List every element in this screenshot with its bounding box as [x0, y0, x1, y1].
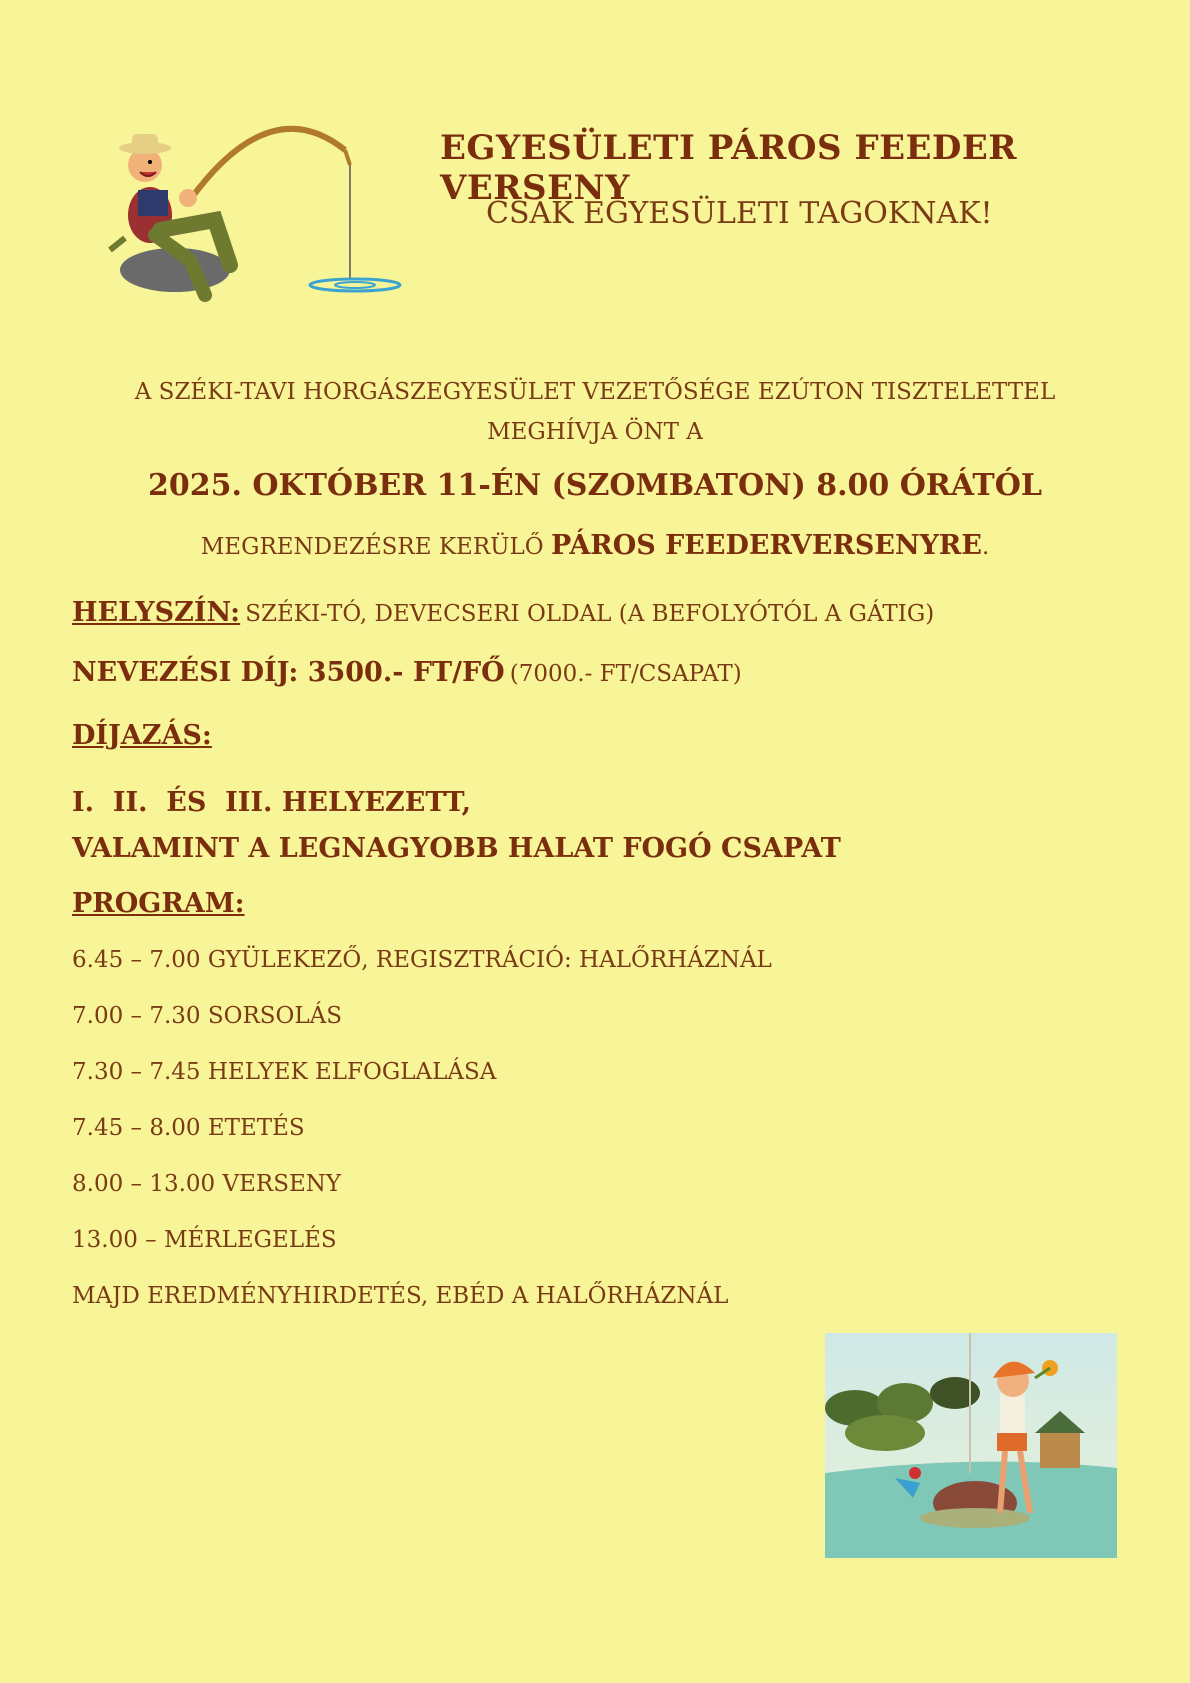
location-value: SZÉKI-TÓ, DEVECSERI OLDAL (A BEFOLYÓTÓL A GÁTIG) — [245, 601, 935, 627]
page-subtitle: CSAK EGYESÜLETI TAGOKNAK! — [486, 196, 993, 231]
invitation-line-2: MEGHÍVJA ÖNT A — [487, 419, 703, 445]
fee-extra: (7000.- FT/CSAPAT) — [509, 661, 742, 687]
program-item: 8.00 – 13.00 VERSENY — [72, 1171, 342, 1197]
event-suffix: . — [981, 534, 990, 560]
event-name: PÁROS FEEDERVERSENYRE — [550, 530, 982, 561]
prizes-line-2: VALAMINT A LEGNAGYOBB HALAT FOGÓ CSAPAT — [72, 833, 841, 864]
page-title: EGYESÜLETI PÁROS FEEDER VERSENY — [440, 128, 1018, 208]
program-item: 7.30 – 7.45 HELYEK ELFOGLALÁSA — [72, 1059, 497, 1085]
invitation-text — [80, 372, 1110, 452]
prizes-line-1: I. II. ÉS III. HELYEZETT, — [72, 787, 472, 818]
program-item: 6.45 – 7.00 GYÜLEKEZŐ, REGISZTRÁCIÓ: HALŐRHÁZNÁL — [72, 947, 772, 973]
program-item: 7.00 – 7.30 SORSOLÁS — [72, 1003, 343, 1029]
cartoon-scene-icon — [825, 1333, 1117, 1558]
program-heading: PROGRAM: — [72, 888, 245, 919]
program-item: MAJD EREDMÉNYHIRDETÉS, EBÉD A HALŐRHÁZNÁL — [72, 1283, 729, 1309]
fee-label: NEVEZÉSI DÍJ: 3500.- FT/FŐ — [72, 657, 505, 688]
program-item: 7.45 – 8.00 ETETÉS — [72, 1115, 305, 1141]
location-label: HELYSZÍN: — [72, 597, 241, 628]
program-label — [72, 888, 1112, 919]
event-line — [80, 530, 1110, 561]
fisherman-cartoon-icon — [100, 110, 410, 310]
fisherman-illustration — [100, 110, 410, 310]
prizes-label — [72, 720, 1112, 751]
fee-row — [72, 657, 1112, 688]
prizes-list — [72, 780, 1112, 872]
program-item: 13.00 – MÉRLEGELÉS — [72, 1227, 337, 1253]
event-date: 2025. OKTÓBER 11-ÉN (SZOMBATON) 8.00 ÓRÁTÓL — [148, 468, 1042, 503]
cartoon-scene-image — [825, 1333, 1117, 1558]
invitation-line-1: A SZÉKI-TAVI HORGÁSZEGYESÜLET VEZETŐSÉGE EZÚTON TISZTELETTEL — [134, 379, 1056, 405]
event-prefix: MEGRENDEZÉSRE KERÜLŐ — [200, 534, 544, 560]
prizes-heading: DÍJAZÁS: — [72, 720, 212, 751]
location-row — [72, 597, 1112, 628]
